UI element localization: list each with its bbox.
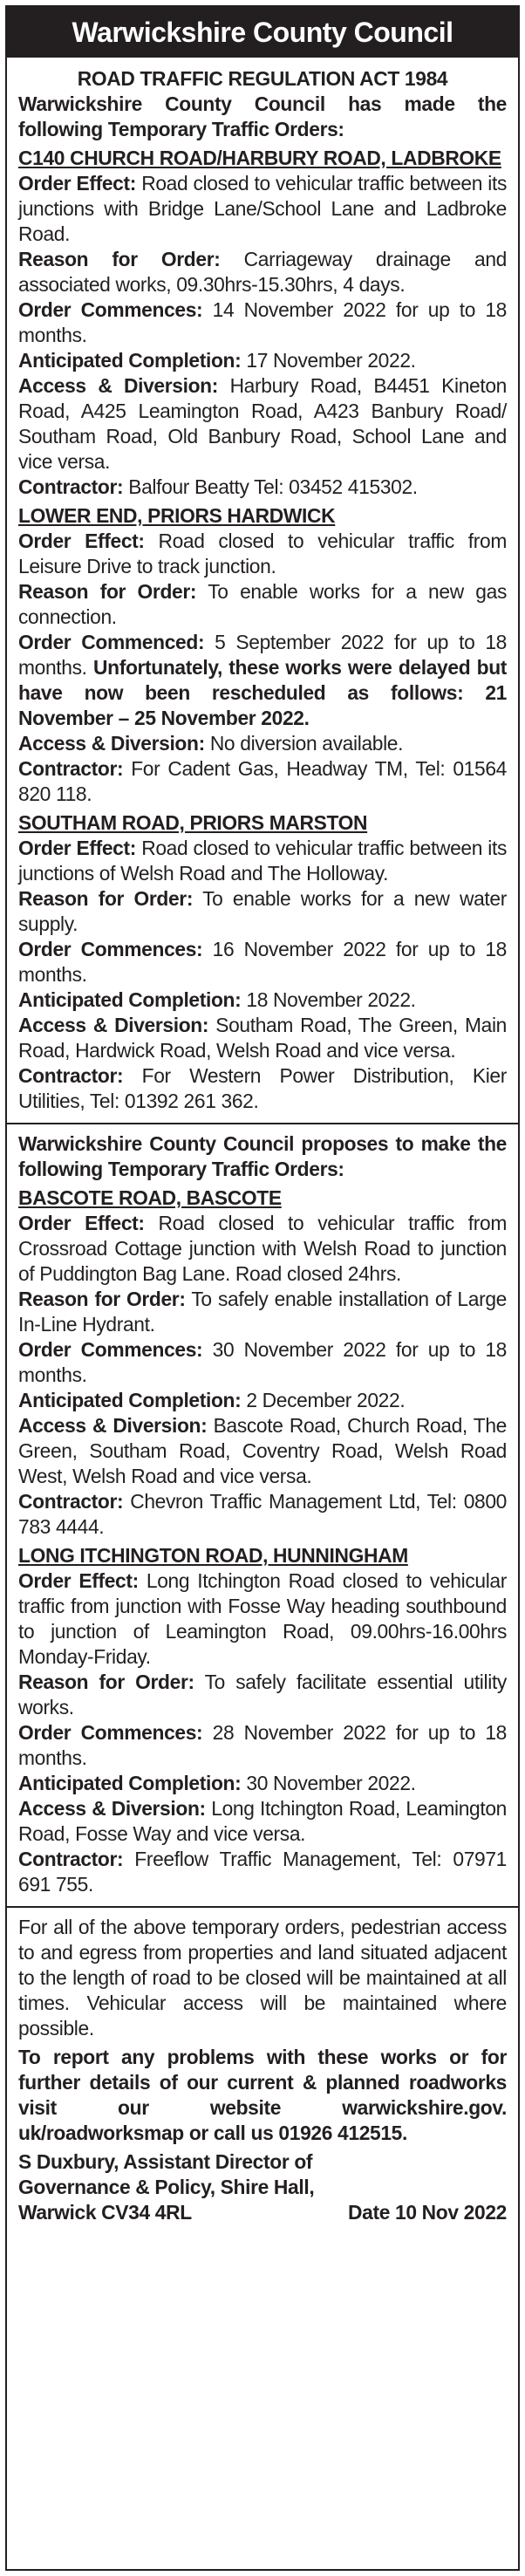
act-heading: ROAD TRAFFIC REGULATION ACT 1984 (77, 67, 448, 90)
signature-line (18, 2200, 507, 2225)
order-section (18, 146, 507, 500)
signature-line (18, 2149, 507, 2175)
order-effect-text: Long Itchington Road closed to vehicular traffic from junction with Fosse Way heading southbound to junction of Leamington Road, 09.00hrs-16.00hrs Monday-Friday. (18, 1569, 507, 1668)
order-contractor-label: Contractor: (18, 757, 124, 780)
order-completion-text: 30 November 2022. (246, 1772, 416, 1794)
order-commences-label: Order Commences: (18, 1338, 203, 1361)
order-reason-label: Reason for Order: (18, 1671, 194, 1693)
order-completion-label: Anticipated Completion: (18, 988, 242, 1011)
public-notice (5, 5, 520, 2571)
order-access-text: Southam Road, The Green, Main Road, Hardwick Road, Welsh Road and vice versa. (18, 1014, 507, 1062)
order-reason-text: To safely facilitate essential utility works. (18, 1671, 507, 1718)
report-note: To report any problems with these works or for further details of our current & planned roadworks visit our website warwickshire.gov. uk/roadworksmap or call us 01926 412515. (18, 2046, 507, 2144)
order-commences-text: 16 November 2022 for up to 18 months. (18, 938, 507, 986)
section-divider (7, 1123, 518, 1124)
order-completion-label: Anticipated Completion: (18, 1389, 242, 1411)
intro-made: Warwickshire County Council has made the following Temporary Traffic Orders: (18, 92, 507, 140)
order-section (18, 503, 507, 807)
order-title: C140 CHURCH ROAD/HARBURY ROAD, LADBROKE (18, 147, 501, 169)
order-commences-label: Order Commences: (18, 938, 203, 960)
order-effect-label: Order Effect: (18, 530, 145, 552)
intro-proposes: Warwickshire County Council proposes to make the following Temporary Traffic Orders: (18, 1132, 507, 1180)
order-reason-label: Reason for Order: (18, 887, 194, 910)
order-reason-label: Reason for Order: (18, 1288, 186, 1310)
order-completion-text: 18 November 2022. (246, 988, 416, 1011)
access-note: For all of the above temporary orders, pedestrian access to and egress from properties and land situated adjacent to the length of road to be closed will be maintained at all times. Vehicular access will be maintained where possible. (18, 1916, 507, 2040)
order-effect-label: Order Effect: (18, 837, 136, 859)
order-title: BASCOTE ROAD, BASCOTE (18, 1186, 282, 1209)
order-contractor-label: Contractor: (18, 1064, 124, 1087)
order-completion-label: Anticipated Completion: (18, 349, 242, 372)
banner-title: Warwickshire County Council (72, 16, 453, 48)
order-access-text: Bascote Road, Church Road, The Green, Southam Road, Coventry Road, Welsh Road West, Welsh Road and vice versa. (18, 1414, 507, 1487)
order-section (18, 1543, 507, 1897)
order-reason-label: Reason for Order: (18, 580, 197, 603)
order-commences-label: Order Commences: (18, 1721, 203, 1744)
order-access-label: Access & Diversion: (18, 1414, 208, 1437)
order-commences-label: Order Commences: (18, 298, 203, 321)
order-section (18, 1186, 507, 1540)
order-effect-text: Road closed to vehicular traffic between its junctions with Bridge Lane/School Lane and Ladbroke Road. (18, 172, 507, 245)
signatory-address: Warwick CV34 4RL (18, 2201, 192, 2224)
order-effect-text: Road closed to vehicular traffic between its junctions of Welsh Road and The Holloway. (18, 837, 507, 885)
footer-divider (7, 1906, 518, 1908)
order-commences-text: 14 November 2022 for up to 18 months. (18, 298, 507, 346)
order-contractor-text: Freeflow Traffic Management, Tel: 07971 691 755. (18, 1848, 508, 1896)
order-contractor-text: For Cadent Gas, Headway TM, Tel: 01564 820 118. (18, 757, 507, 805)
order-contractor-text: Balfour Beatty Tel: 03452 415302. (128, 475, 418, 498)
order-contractor-label: Contractor: (18, 1490, 124, 1513)
signatory-office: Governance & Policy, Shire Hall, (18, 2176, 315, 2198)
order-section (18, 810, 507, 1114)
order-contractor-text: Chevron Traffic Management Ltd, Tel: 0800 783 4444. (18, 1490, 508, 1538)
order-access-label: Access & Diversion: (18, 732, 205, 755)
order-contractor-label: Contractor: (18, 1848, 124, 1870)
order-contractor-text: For Western Power Distribution, Kier Utilities, Tel: 01392 261 362. (18, 1064, 508, 1112)
order-reason-text: To enable works for a new water supply. (18, 887, 507, 935)
order-effect-label: Order Effect: (18, 1212, 145, 1234)
order-commenced-label: Order Commenced: (18, 631, 205, 653)
signatory-name: S Duxbury, Assistant Director of (18, 2150, 313, 2173)
order-contractor-label: Contractor: (18, 475, 124, 498)
notice-body (7, 58, 518, 2225)
order-effect-text: Road closed to vehicular traffic from Crossroad Cottage junction with Welsh Road to junction of Puddington Bag Lane. Road closed 24hrs. (18, 1212, 508, 1285)
notice-date: Date 10 Nov 2022 (348, 2201, 507, 2224)
order-commences-text: 30 November 2022 for up to 18 months. (18, 1338, 507, 1386)
order-commenced-text: 5 September 2022 for up to 18 months. (18, 631, 507, 679)
order-access-label: Access & Diversion: (18, 1797, 206, 1820)
order-effect-label: Order Effect: (18, 172, 136, 195)
order-access-label: Access & Diversion: (18, 374, 218, 397)
order-access-text: No diversion available. (209, 732, 404, 755)
order-title: SOUTHAM ROAD, PRIORS MARSTON (18, 811, 368, 834)
order-reason-label: Reason for Order: (18, 248, 221, 270)
order-reason-text: To enable works for a new gas connection. (18, 580, 507, 628)
order-title: LONG ITCHINGTON ROAD, HUNNINGHAM (18, 1544, 408, 1567)
notice-banner (7, 7, 518, 58)
order-access-text: Long Itchington Road, Leamington Road, Fosse Way and vice versa. (18, 1797, 507, 1845)
order-reason-text: To safely enable installation of Large In-Line Hydrant. (18, 1288, 507, 1336)
signature-block (18, 2149, 507, 2225)
order-reschedule-text: Unfortunately, these works were delayed but have now been rescheduled as follows: 21 November – 25 November 2022. (18, 656, 508, 729)
order-reason-text: Carriageway drainage and associated works, 09.30hrs-15.30hrs, 4 days. (18, 248, 508, 296)
order-commences-text: 28 November 2022 for up to 18 months. (18, 1721, 507, 1769)
order-title: LOWER END, PRIORS HARDWICK (18, 504, 336, 527)
order-effect-text: Road closed to vehicular traffic from Leisure Drive to track junction. (18, 530, 508, 577)
order-effect-label: Order Effect: (18, 1569, 139, 1592)
order-access-text: Harbury Road, B4451 Kineton Road, A425 Leamington Road, A423 Banbury Road/ Southam Road, Old Banbury Road, School Lane and vice versa. (18, 374, 508, 473)
order-completion-text: 2 December 2022. (246, 1389, 406, 1411)
order-completion-text: 17 November 2022. (246, 349, 416, 372)
signature-line (18, 2175, 507, 2200)
order-access-label: Access & Diversion: (18, 1014, 209, 1036)
order-completion-label: Anticipated Completion: (18, 1772, 242, 1794)
